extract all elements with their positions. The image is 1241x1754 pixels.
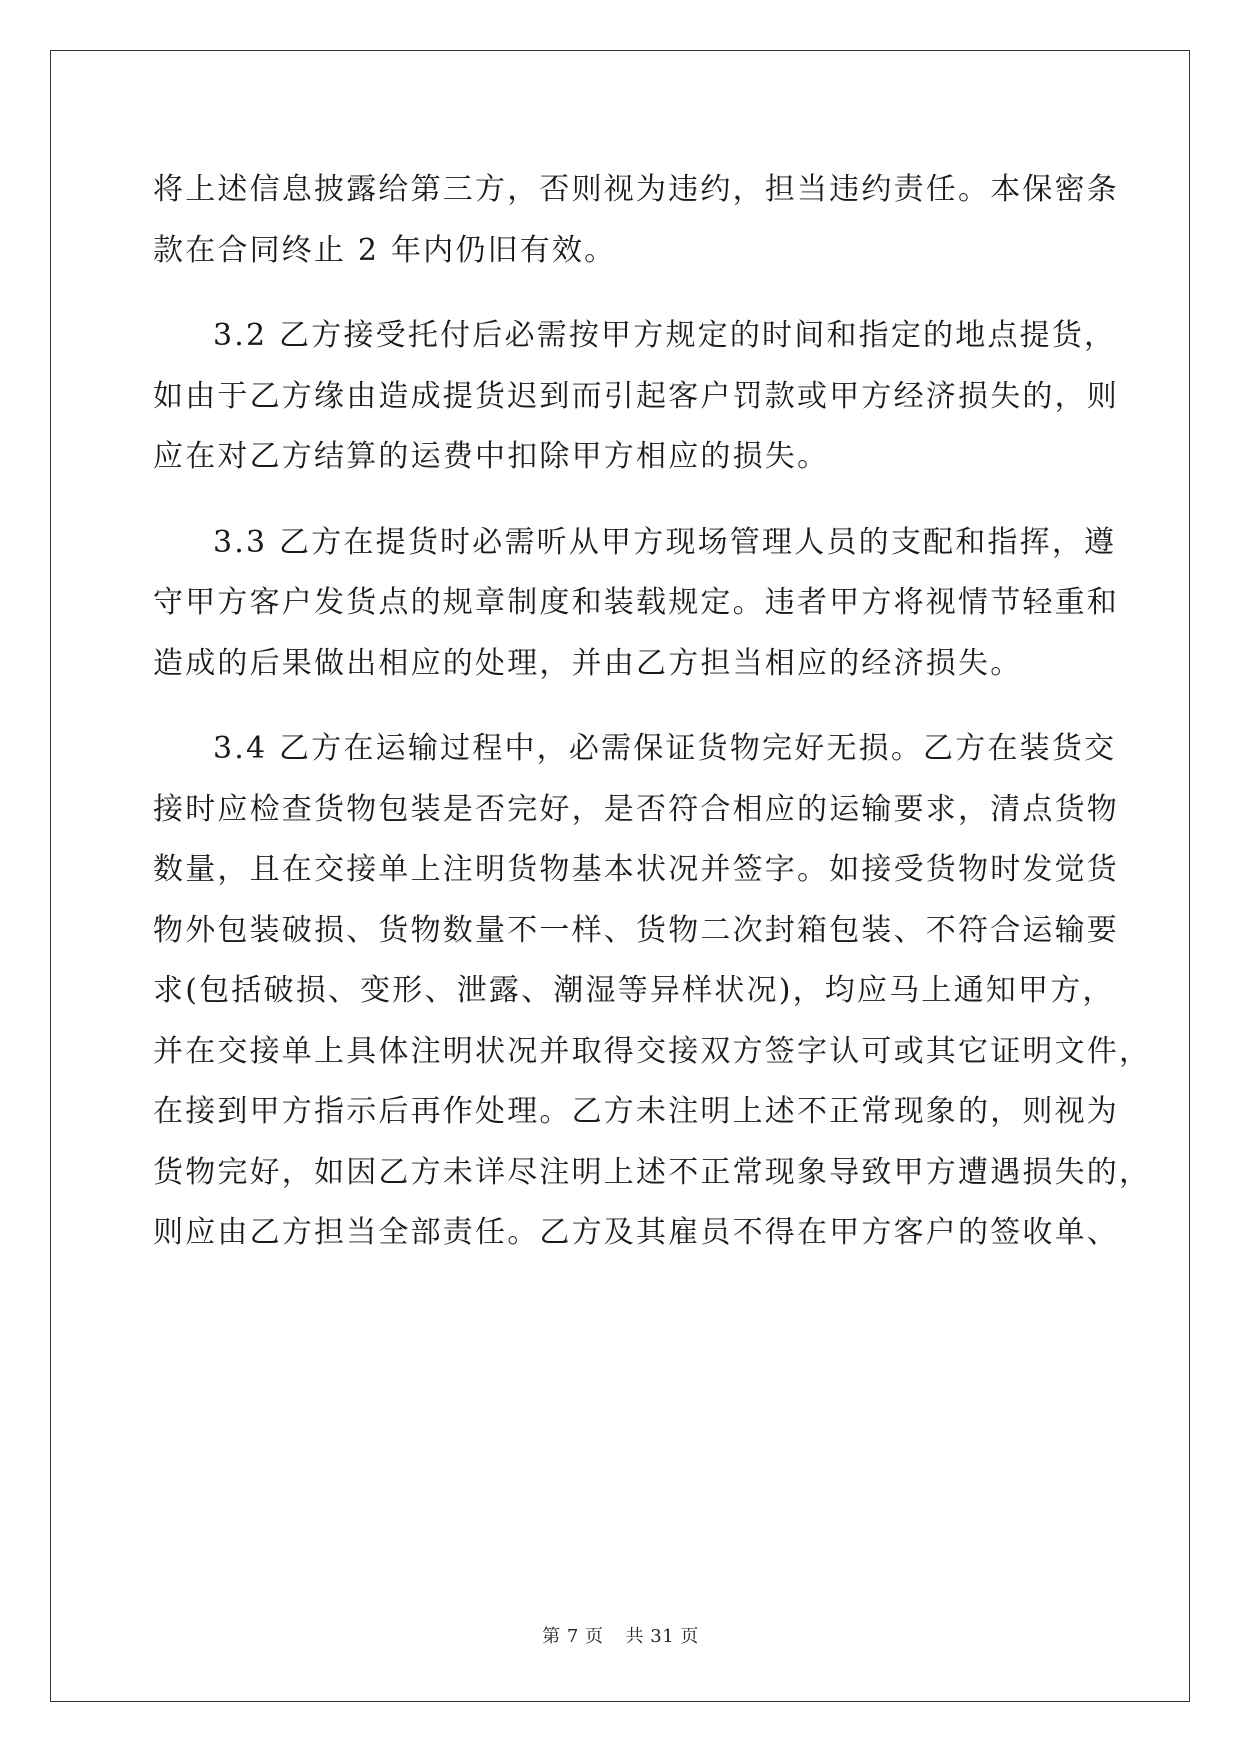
text-line: 并在交接单上具体注明状况并取得交接双方签字认可或其它证明文件， (153, 1033, 1152, 1069)
page-footer (0, 1622, 1241, 1648)
text-line: 货物完好，如因乙方未详尽注明上述不正常现象导致甲方遭遇损失的， (153, 1154, 1152, 1190)
page-total: 共 31 页 (625, 1626, 699, 1647)
text-line: 应在对乙方结算的运费中扣除甲方相应的损失。 (153, 439, 830, 474)
document-body (153, 160, 1152, 1264)
text-line: 求(包括破损、变形、泄露、潮湿等异样状况)，均应马上通知甲方， (153, 973, 1115, 1008)
text-line: 款在合同终止 2 年内仍旧有效。 (153, 232, 617, 268)
text-line: 如由于乙方缘由造成提货迟到而引起客户罚款或甲方经济损失的，则 (153, 378, 1119, 414)
text-line: 则应由乙方担当全部责任。乙方及其雇员不得在甲方客户的签收单、 (153, 1215, 1119, 1250)
text-line: 接时应检查货物包装是否完好，是否符合相应的运输要求，清点货物 (153, 791, 1119, 827)
text-line: 3.2 乙方接受托付后必需按甲方规定的时间和指定的地点提货， (213, 318, 1117, 353)
text-line: 3.3 乙方在提货时必需听从甲方现场管理人员的支配和指挥，遵 (213, 524, 1117, 560)
text-line: 在接到甲方指示后再作处理。乙方未注明上述不正常现象的，则视为 (153, 1094, 1119, 1129)
text-line: 将上述信息披露给第三方，否则视为违约，担当违约责任。本保密条 (153, 172, 1119, 207)
text-line: 造成的后果做出相应的处理，并由乙方担当相应的经济损失。 (153, 645, 1023, 681)
text-line: 3.4 乙方在运输过程中，必需保证货物完好无损。乙方在装货交 (213, 731, 1117, 766)
text-line: 守甲方客户发货点的规章制度和装载规定。违者甲方将视情节轻重和 (153, 585, 1119, 620)
text-line: 数量，且在交接单上注明货物基本状况并签字。如接受货物时发觉货 (153, 852, 1119, 887)
page-number: 第 7 页 (542, 1626, 604, 1647)
text-line: 物外包装破损、货物数量不一样、货物二次封箱包装、不符合运输要 (153, 912, 1119, 948)
